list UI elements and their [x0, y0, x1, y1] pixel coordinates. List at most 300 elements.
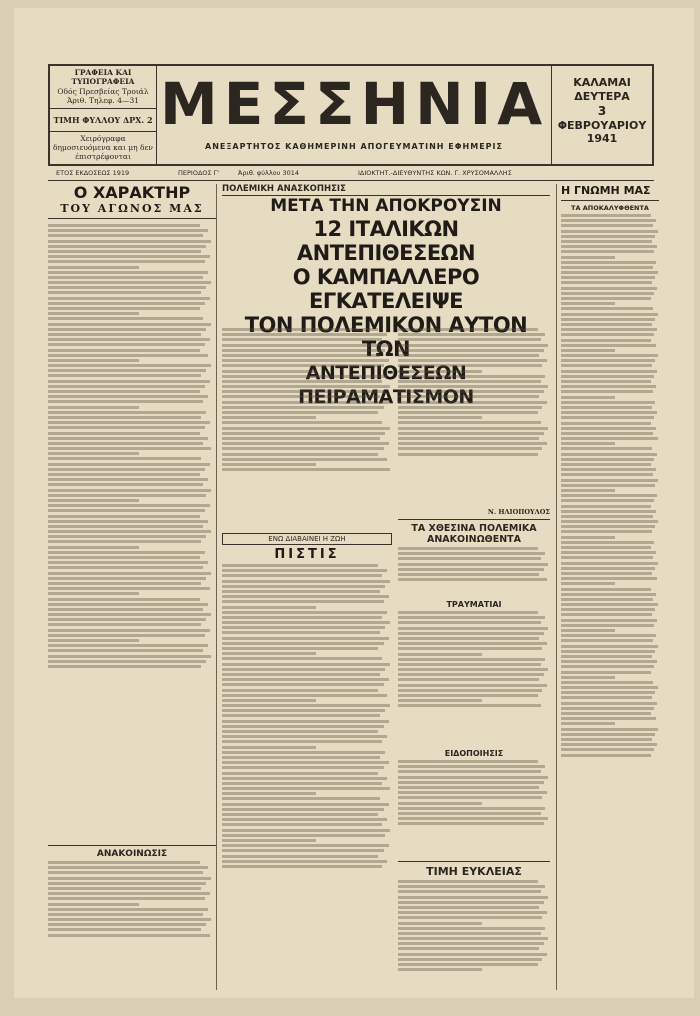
text-line — [561, 261, 656, 264]
text-line — [398, 547, 538, 550]
owner: ΙΔΙΟΚΤΗΤ.-ΔΙΕΥΘΥΝΤΗΣ ΚΩΝ. Γ. ΧΡΥΣΟΜΑΛΛΗΣ — [358, 169, 512, 177]
gratitude-title: ΤΙΜΗ ΕΥΚΛΕΙΑΣ — [426, 865, 522, 878]
text-line — [222, 349, 385, 352]
text-line — [398, 380, 541, 383]
text-line — [48, 908, 208, 911]
column-editorial — [48, 184, 217, 990]
text-line — [561, 266, 653, 269]
text-line — [398, 563, 548, 566]
faith-title: ΠΙΣΤΙΣ — [274, 547, 340, 562]
text-line — [561, 505, 651, 508]
text-line — [561, 593, 656, 596]
text-line — [561, 733, 655, 736]
text-line — [398, 453, 538, 456]
text-line — [48, 504, 210, 507]
text-line — [222, 463, 316, 466]
text-line — [561, 313, 658, 316]
text-line — [222, 699, 316, 702]
text-line — [561, 256, 615, 259]
text-line — [561, 702, 657, 705]
text-line — [48, 556, 200, 559]
text-line — [48, 572, 211, 575]
text-line — [48, 566, 203, 569]
headline-line-5: ΑΝΤΕΠΙΘΕΣΕΩΝ ΠΕΙΡΑΜΑΤΙΣΜΟΝ — [298, 362, 474, 408]
text-line — [48, 887, 201, 890]
text-line — [398, 807, 545, 810]
text-line — [48, 312, 139, 315]
text-line — [561, 240, 652, 243]
communiques-body — [398, 545, 550, 600]
text-line — [561, 344, 656, 347]
text-line — [222, 740, 382, 743]
text-line — [222, 585, 385, 588]
text-line — [561, 562, 658, 565]
text-line — [398, 375, 545, 378]
text-line — [48, 913, 203, 916]
text-line — [398, 647, 542, 650]
text-line — [222, 797, 380, 800]
text-line — [398, 958, 542, 961]
text-line — [48, 271, 208, 274]
text-line — [48, 928, 201, 931]
text-line — [561, 401, 655, 404]
text-line — [398, 406, 542, 409]
text-line — [48, 903, 139, 906]
text-line — [48, 291, 201, 294]
text-line — [222, 370, 316, 373]
column-opinion — [556, 184, 659, 990]
text-line — [398, 911, 547, 914]
notices-body — [48, 859, 216, 969]
text-line — [398, 411, 538, 414]
editorial-subtitle: ΤΟΥ ΑΓΩΝΟΣ ΜΑΣ — [60, 202, 204, 215]
text-line — [398, 885, 545, 888]
news-body — [398, 758, 550, 858]
text-line — [222, 359, 389, 362]
text-line — [48, 509, 205, 512]
text-line — [222, 777, 387, 780]
text-line — [561, 691, 655, 694]
phone: Άριθ. Τηλεφ. 4—31 — [66, 96, 140, 106]
text-line — [48, 934, 210, 937]
text-line — [398, 684, 547, 687]
text-line — [398, 927, 545, 930]
newspaper-title: ΜΕΣΣΗΝΙΑ — [160, 70, 549, 138]
text-line — [222, 683, 384, 686]
notices-title: ΑΝΑΚΟΙΝΩΣΙΣ — [96, 849, 168, 859]
text-line — [561, 432, 653, 435]
text-line — [561, 738, 652, 741]
divider — [398, 519, 550, 520]
text-line — [561, 655, 652, 658]
address: Οδός Πρεσβείας Τροιάλ — [57, 86, 149, 96]
text-line — [398, 796, 542, 799]
text-line — [561, 645, 658, 648]
text-line — [398, 642, 547, 645]
text-line — [561, 380, 651, 383]
text-line — [561, 696, 652, 699]
text-line — [398, 760, 538, 763]
date-box — [551, 66, 652, 164]
text-line — [561, 250, 654, 253]
text-line — [222, 813, 378, 816]
text-line — [561, 463, 651, 466]
text-line — [561, 639, 653, 642]
text-line — [48, 354, 208, 357]
text-line — [48, 608, 203, 611]
text-line — [561, 671, 651, 674]
text-line — [561, 349, 615, 352]
text-line — [222, 694, 387, 697]
text-line — [48, 897, 205, 900]
text-line — [222, 333, 387, 336]
text-line — [48, 240, 211, 243]
text-line — [48, 577, 206, 580]
opinion-body — [561, 212, 659, 972]
text-line — [222, 652, 316, 655]
text-line — [48, 655, 211, 658]
text-line — [222, 844, 389, 847]
text-line — [398, 896, 548, 899]
text-line — [48, 323, 211, 326]
text-line — [222, 626, 385, 629]
text-line — [561, 447, 652, 450]
divider — [48, 218, 216, 219]
text-line — [48, 923, 206, 926]
text-line — [222, 689, 378, 692]
text-line — [398, 578, 547, 581]
text-line — [48, 343, 205, 346]
text-line — [398, 880, 538, 883]
text-line — [398, 953, 547, 956]
text-line — [48, 618, 206, 621]
text-line — [222, 442, 389, 445]
text-line — [398, 817, 548, 820]
text-line — [222, 782, 382, 785]
text-line — [561, 484, 655, 487]
text-line — [222, 803, 389, 806]
text-line — [222, 380, 382, 383]
report-body — [398, 326, 550, 508]
text-line — [48, 530, 211, 533]
text-line — [222, 616, 382, 619]
text-line — [398, 663, 541, 666]
price: ΤΙΜΗ ΦΥΛΛΟΥ ΔΡΧ. 2 — [50, 109, 156, 132]
text-line — [561, 224, 653, 227]
text-line — [48, 483, 203, 486]
text-line — [561, 624, 654, 627]
text-line — [561, 479, 658, 482]
text-line — [222, 447, 384, 450]
text-line — [48, 598, 200, 601]
text-line — [561, 676, 615, 679]
text-line — [561, 442, 615, 445]
text-line — [561, 686, 658, 689]
text-line — [398, 963, 538, 966]
text-line — [222, 328, 378, 331]
text-line — [398, 765, 545, 768]
text-line — [48, 639, 139, 642]
text-line — [561, 214, 651, 217]
text-line — [561, 292, 654, 295]
text-line — [561, 546, 651, 549]
text-line — [561, 416, 654, 419]
text-line — [398, 890, 541, 893]
text-line — [561, 406, 652, 409]
text-line — [561, 728, 658, 731]
text-line — [48, 629, 210, 632]
text-line — [48, 297, 210, 300]
text-line — [222, 401, 389, 404]
text-line — [48, 540, 201, 543]
text-line — [561, 437, 658, 440]
text-line — [398, 658, 545, 661]
text-line — [48, 245, 206, 248]
text-line — [398, 421, 541, 424]
text-line — [222, 437, 380, 440]
text-line — [561, 629, 615, 632]
text-line — [222, 364, 384, 367]
text-line — [398, 776, 548, 779]
headline-kicker — [222, 184, 550, 196]
text-line — [222, 606, 316, 609]
text-line — [561, 230, 658, 233]
info-bar — [48, 168, 654, 181]
text-line — [398, 627, 548, 630]
manuscripts-note: Χειρόγραφα δημοσιευόμενα και μη δεν έπιστρέφονται — [53, 133, 153, 162]
text-line — [561, 650, 655, 653]
text-line — [48, 587, 210, 590]
text-line — [222, 704, 390, 707]
text-line — [561, 525, 655, 528]
issue-number: Άριθ. φύλλου 3014 — [238, 169, 300, 177]
text-line — [48, 406, 139, 409]
divider — [398, 861, 550, 862]
text-line — [48, 603, 208, 606]
text-line — [561, 422, 651, 425]
text-line — [48, 442, 203, 445]
period: ΠΕΡΙΟΔΟΣ Γ' — [178, 169, 220, 177]
text-line — [398, 568, 544, 571]
day: 3 — [597, 103, 607, 118]
text-line — [48, 364, 211, 367]
text-line — [561, 520, 658, 523]
text-line — [48, 260, 205, 263]
text-line — [398, 668, 548, 671]
text-line — [398, 395, 539, 398]
text-line — [398, 390, 544, 393]
text-line — [222, 621, 390, 624]
text-line — [48, 416, 201, 419]
text-line — [222, 344, 390, 347]
printing-info — [50, 66, 156, 109]
text-line — [561, 328, 657, 331]
text-line — [398, 781, 544, 784]
text-line — [48, 877, 211, 880]
text-line — [48, 644, 208, 647]
text-line — [398, 922, 482, 925]
text-line — [561, 219, 656, 222]
editorial-title: Ο ΧΑΡΑΚΤΗΡ — [73, 184, 191, 202]
text-line — [222, 657, 382, 660]
text-line — [398, 573, 539, 576]
text-line — [48, 871, 203, 874]
wounded-title: ΤΡΑΥΜΑΤΙΑΙ — [446, 600, 502, 609]
text-line — [222, 406, 384, 409]
text-line — [561, 577, 657, 580]
text-line — [222, 792, 316, 795]
text-line — [222, 468, 390, 471]
text-line — [398, 932, 541, 935]
text-line — [48, 380, 210, 383]
text-line — [398, 401, 547, 404]
year-of-issue: ΕΤΟΣ ΕΚΔΟΣΕΩΣ 1919 — [56, 169, 130, 177]
weekday: ΔΕΥΤΕΡΑ — [574, 89, 630, 103]
masthead — [48, 64, 654, 166]
text-line — [561, 515, 653, 518]
text-line — [48, 369, 206, 372]
text-line — [48, 276, 203, 279]
text-line — [561, 385, 656, 388]
text-line — [561, 359, 655, 362]
text-line — [222, 642, 384, 645]
text-line — [222, 411, 378, 414]
text-line — [561, 354, 658, 357]
text-line — [561, 717, 656, 720]
headline-line-3: Ο ΚΑΜΠΑΛΛΕΡΟ ΕΓΚΑΤΕΛΕΙΨΕ — [292, 265, 480, 313]
text-line — [398, 704, 541, 707]
text-line — [48, 437, 208, 440]
text-line — [398, 354, 539, 357]
text-line — [48, 463, 210, 466]
text-line — [561, 370, 657, 373]
text-line — [222, 751, 385, 754]
text-line — [222, 678, 389, 681]
text-line — [561, 318, 655, 321]
war-review-body — [222, 326, 392, 531]
text-line — [561, 489, 615, 492]
text-line — [222, 735, 387, 738]
opinion-title: Η ΓΝΩΜΗ ΜΑΣ — [561, 184, 651, 197]
text-line — [398, 812, 541, 815]
text-line — [561, 536, 615, 539]
text-line — [561, 743, 657, 746]
text-line — [561, 613, 652, 616]
text-line — [398, 694, 538, 697]
text-line — [561, 427, 656, 430]
text-line — [561, 323, 652, 326]
text-line — [398, 770, 541, 773]
text-line — [561, 396, 615, 399]
text-line — [48, 328, 206, 331]
text-line — [398, 333, 545, 336]
text-line — [398, 385, 548, 388]
text-line — [222, 416, 316, 419]
text-line — [222, 580, 390, 583]
text-line — [222, 564, 378, 567]
text-line — [561, 494, 657, 497]
text-line — [561, 712, 651, 715]
text-line — [48, 551, 205, 554]
opinion-subtitle: ΤΑ ΑΠΟΚΑΛΥΦΘΕΝΤΑ — [571, 204, 649, 212]
text-line — [222, 375, 387, 378]
faith-box-header: ΕΝΩ ΔΙΑΒΑΙΝΕΙ Η ΖΩΗ — [222, 533, 392, 545]
text-line — [48, 411, 206, 414]
text-line — [48, 882, 206, 885]
text-line — [48, 229, 208, 232]
text-line — [561, 660, 657, 663]
text-line — [222, 709, 385, 712]
text-line — [561, 598, 653, 601]
text-line — [222, 611, 387, 614]
text-line — [48, 892, 210, 895]
text-line — [48, 421, 210, 424]
wounded-body — [398, 609, 550, 749]
text-line — [398, 344, 548, 347]
text-line — [398, 791, 547, 794]
text-line — [561, 530, 652, 533]
text-line — [561, 453, 657, 456]
text-line — [222, 590, 380, 593]
text-line — [48, 385, 205, 388]
text-line — [398, 432, 544, 435]
text-line — [222, 787, 390, 790]
text-line — [398, 673, 544, 676]
text-line — [222, 808, 384, 811]
text-line — [398, 689, 542, 692]
text-line — [398, 916, 542, 919]
text-line — [398, 968, 482, 971]
text-line — [398, 447, 542, 450]
text-line — [398, 359, 547, 362]
text-line — [48, 395, 208, 398]
month: ΦΕΒΡΟΥΑΡΙΟΥ — [557, 118, 647, 132]
year: 1941 — [586, 132, 618, 146]
text-line — [48, 349, 200, 352]
text-line — [48, 866, 208, 869]
text-line — [222, 772, 378, 775]
text-line — [48, 613, 211, 616]
text-line — [222, 338, 382, 341]
text-line — [561, 551, 656, 554]
text-line — [561, 375, 654, 378]
text-line — [561, 411, 657, 414]
text-line — [222, 600, 384, 603]
text-line — [561, 281, 652, 284]
text-line — [561, 297, 651, 300]
text-line — [48, 499, 139, 502]
signature: Ν. ΗΛΙΟΠΟΥΛΟΣ — [487, 508, 550, 516]
text-line — [222, 849, 384, 852]
text-line — [222, 385, 390, 388]
text-line — [222, 574, 382, 577]
text-line — [398, 947, 539, 950]
kicker-left: ΠΟΛΕΜΙΚΗ ΑΝΑΣΚΟΠΗΣΙΣ — [222, 184, 346, 194]
text-line — [48, 234, 203, 237]
masthead-left-box — [50, 66, 157, 164]
faith-body — [222, 562, 392, 990]
text-line — [561, 302, 615, 305]
text-line — [398, 942, 544, 945]
text-line — [222, 725, 384, 728]
text-line — [222, 421, 382, 424]
text-line — [561, 468, 656, 471]
text-line — [561, 339, 651, 342]
text-line — [561, 458, 654, 461]
text-line — [48, 432, 200, 435]
text-line — [398, 338, 541, 341]
text-line — [48, 649, 203, 652]
